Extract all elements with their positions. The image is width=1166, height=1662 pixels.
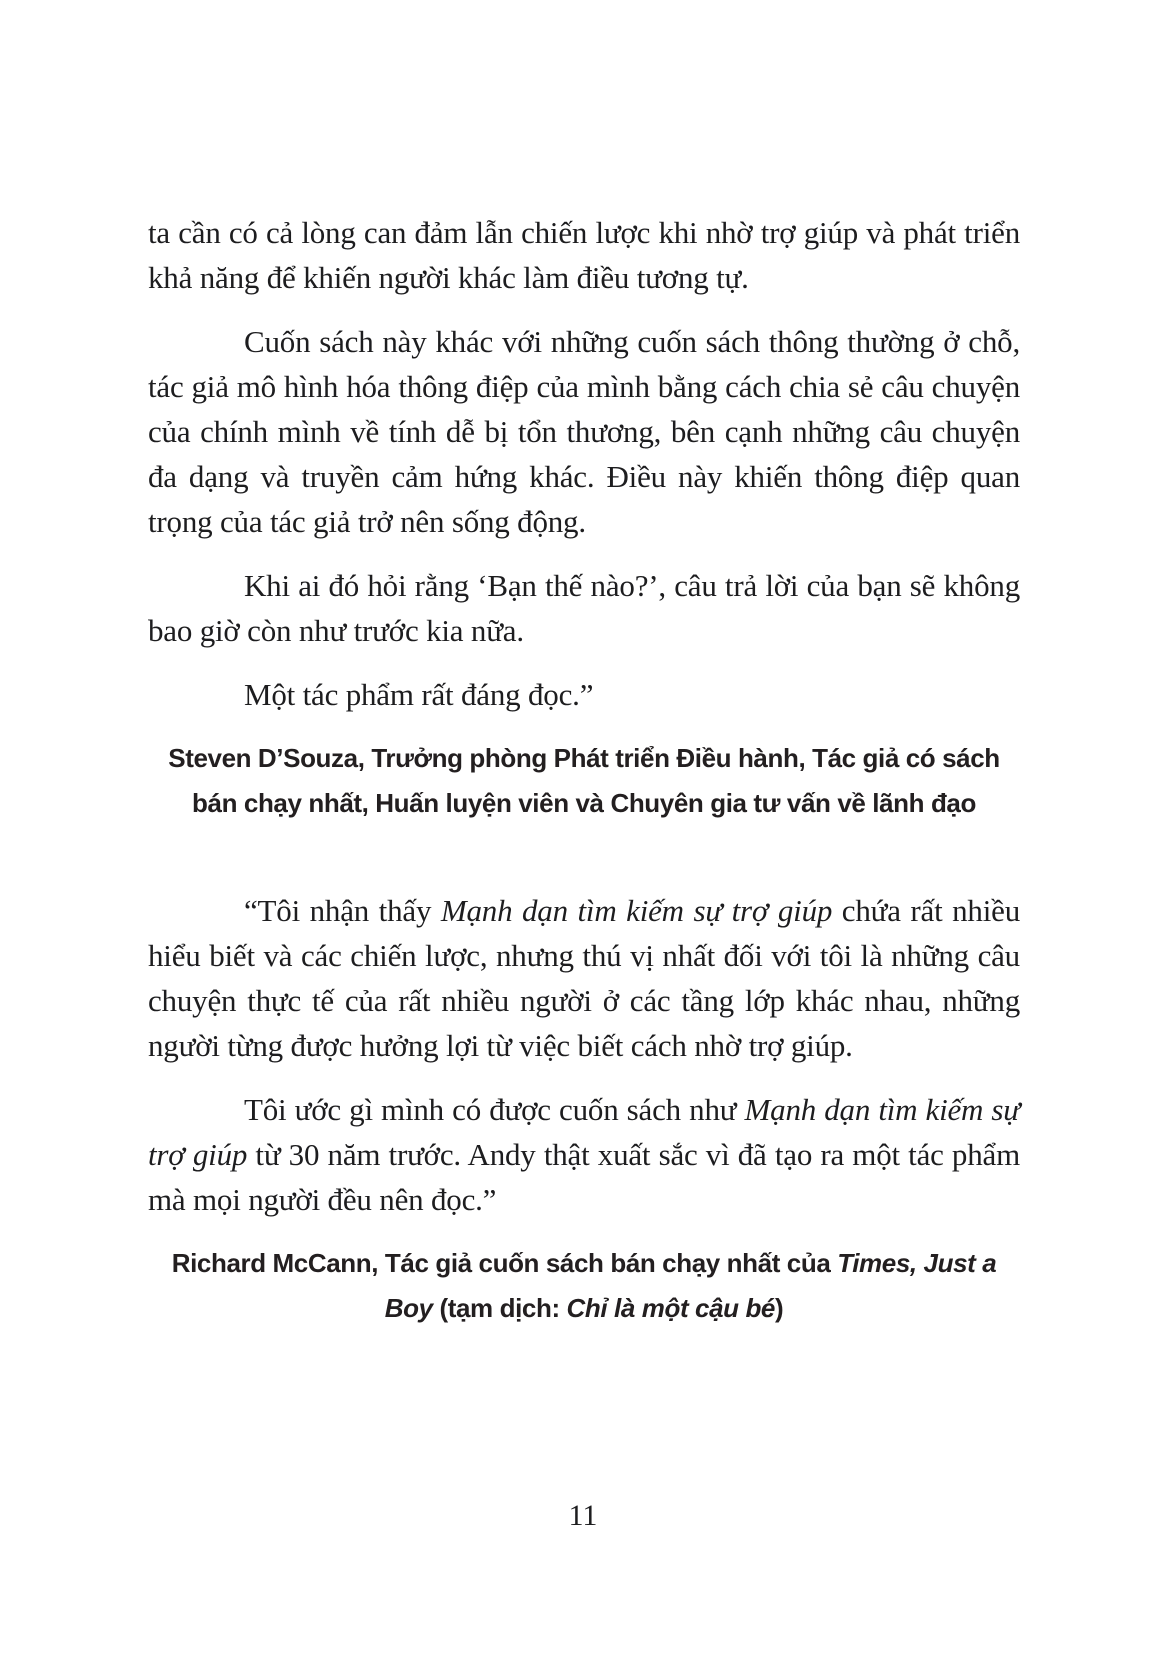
page-number: 11 [568, 1499, 598, 1532]
paragraph-review1-2: Cuốn sách này khác với những cuốn sách thông thường ở chỗ, tác giả mô hình hóa thông điệp của mình bằng cách chia sẻ câu chuyện của chính mình về tính dễ bị tổn thương, bên cạnh những câu chuyện đa dạng và truyền cảm hứng khác. Điều này khiến thông điệp quan trọng của tác giả trở nên sống động. [148, 324, 1020, 539]
paragraph-review2-2: Tôi ước gì mình có được cuốn sách như Mạnh dạn tìm kiếm sự trợ giúp từ 30 năm trước. Andy thật xuất sắc vì đã tạo ra một tác phẩm mà mọi người đều nên đọc.” [148, 1092, 1021, 1217]
paragraph-review1-3: Khi ai đó hỏi rằng ‘Bạn thế nào?’, câu trả lời của bạn sẽ không bao giờ còn như trước kia nữa. [148, 568, 1020, 648]
attribution-richard-mccann: Richard McCann, Tác giả cuốn sách bán chạy nhất của Times, Just a Boy (tạm dịch: Chỉ là một cậu bé) [171, 1248, 997, 1323]
paragraph-review2-1: “Tôi nhận thấy Mạnh dạn tìm kiếm sự trợ giúp chứa rất nhiều hiểu biết và các chiến lược, nhưng thú vị nhất đối với tôi là những câu chuyện thực tế của rất nhiều người ở các tầng lớp khác nhau, những người từng được hưởng lợi từ việc biết cách nhờ trợ giúp. [148, 893, 1020, 1063]
attribution-steven-dsouza: Steven D’Souza, Trưởng phòng Phát triển Điều hành, Tác giả có sách bán chạy nhất, Huấn luyện viên và Chuyên gia tư vấn về lãnh đạo [168, 743, 1000, 818]
paragraph-review1-closing: Một tác phẩm rất đáng đọc.” [244, 677, 594, 712]
paragraph-review1-continuation: ta cần có cả lòng can đảm lẫn chiến lược khi nhờ trợ giúp và phát triển khả năng để khiến người khác làm điều tương tự. [148, 215, 1020, 295]
